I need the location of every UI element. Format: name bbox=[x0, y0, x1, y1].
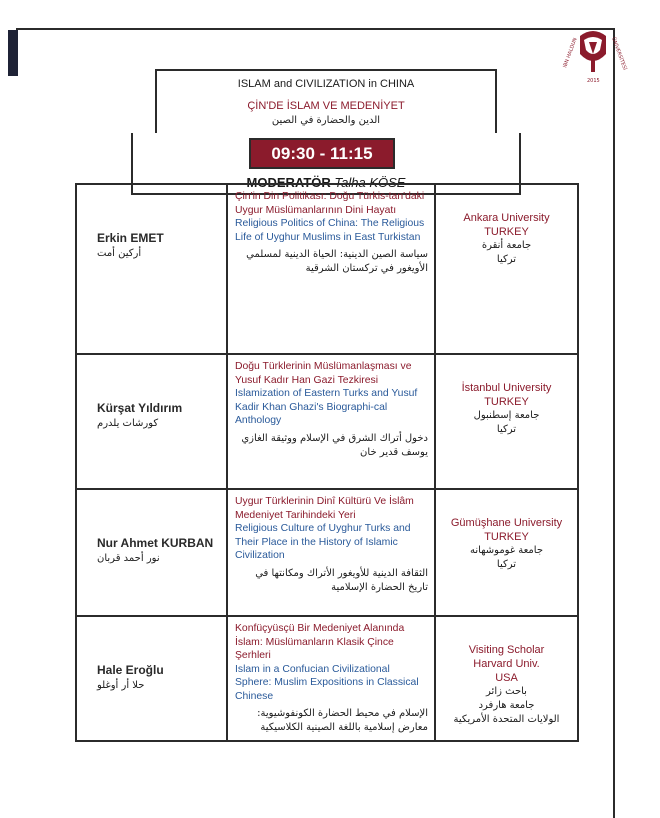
affiliation-line: TURKEY bbox=[484, 531, 529, 543]
affiliation-block bbox=[436, 355, 577, 437]
session-time-badge: 09:30 - 11:15 bbox=[249, 138, 395, 169]
talk-title-english: Islam in a Confucian Civilizational Sphere: Muslim Expositions in Classical Chinese bbox=[235, 663, 419, 702]
talk-title-turkish: Çin'in Din Politikası: Doğu Türkis-tan'daki Uygur Müslümanlarının Dini Hayatı bbox=[235, 191, 425, 216]
left-accent-bar bbox=[8, 30, 18, 76]
talk-title-arabic: الثقافة الدينية للأويغور الأتراك ومكانتها في تاريخ الحضارة الإسلامية bbox=[255, 567, 428, 593]
talk-title-block bbox=[228, 490, 434, 600]
frame-right-line bbox=[613, 28, 615, 818]
affiliation-line-arabic: تركيا bbox=[496, 424, 517, 435]
affiliation-line: TURKEY bbox=[484, 226, 529, 238]
talk-cell bbox=[227, 489, 435, 616]
svg-text:2015: 2015 bbox=[587, 78, 600, 84]
speaker-cell bbox=[76, 184, 227, 354]
affiliation-line-arabic: جامعة أنقرة bbox=[481, 240, 532, 251]
svg-text:IBN HALDUN: IBN HALDUN bbox=[562, 37, 579, 69]
talk-cell bbox=[227, 616, 435, 741]
talk-title-english: Islamization of Eastern Turks and Yusuf Kadir Khan Ghazi's Biographi-cal Anthology bbox=[235, 388, 418, 426]
speaker-cell bbox=[76, 616, 227, 741]
session-title-box bbox=[155, 69, 497, 137]
affiliation-block bbox=[436, 490, 577, 572]
talk-title-arabic: دخول أتراك الشرق في الإسلام ووثيقة الغازي يوسف قدير خان bbox=[241, 432, 428, 458]
talk-title-turkish: Uygur Türklerinin Dinî Kültürü Ve İslâm Medeniyet Tarihindeki Yeri bbox=[235, 496, 414, 521]
talk-cell bbox=[227, 354, 435, 489]
speaker-name-block bbox=[77, 185, 226, 259]
moderator-label: MODERATÖR bbox=[246, 175, 331, 190]
talk-title-block bbox=[228, 185, 434, 281]
affiliation-line-arabic: باحث زائر bbox=[486, 686, 527, 697]
talk-title-arabic: الإسلام في محيط الحضارة الكونفوشيوية: معارض إسلامية باللغة الصينية الكلاسيكية bbox=[257, 708, 428, 733]
affiliation-line-arabic: جامعة هارفرد bbox=[478, 700, 535, 711]
table-row bbox=[76, 616, 578, 741]
table-row bbox=[76, 354, 578, 489]
speaker-name: Hale Eroğlu bbox=[97, 663, 164, 677]
speaker-name: Erkin EMET bbox=[97, 231, 164, 245]
affiliation-line: USA bbox=[495, 672, 518, 684]
affiliation-line-arabic: تركيا bbox=[496, 559, 517, 570]
affiliation-line: Gümüşhane University bbox=[450, 517, 563, 529]
talk-title-turkish: Konfüçyüsçü Bir Medeniyet Alanında İslam: Müslümanların Klasik Çince Şerhleri bbox=[235, 623, 405, 661]
speaker-cell bbox=[76, 489, 227, 616]
talk-title-english: Religious Politics of China: The Religious Life of Uyghur Muslims in East Turkistan bbox=[235, 218, 425, 243]
affiliation-line-arabic: جامعة إسطنبول bbox=[473, 410, 540, 421]
affiliation-line: Visiting Scholar bbox=[468, 644, 545, 656]
svg-text:ÜNİVERSİTESİ: ÜNİVERSİTESİ bbox=[610, 36, 628, 72]
speaker-name-arabic: حلا أر أوغلو bbox=[97, 680, 145, 691]
moderator-name: Talha KÖSE bbox=[334, 175, 406, 190]
session-title-english: ISLAM and CIVILIZATION in CHINA bbox=[237, 78, 415, 90]
affiliation-cell bbox=[435, 354, 578, 489]
talk-cell bbox=[227, 184, 435, 354]
talk-title-arabic: سياسة الصين الدينية: الحياة الدينية لمسلمي الأويغور في تركستان الشرقية bbox=[246, 249, 428, 274]
speaker-name-block bbox=[77, 490, 226, 564]
speaker-name-arabic: أركين أمت bbox=[97, 248, 142, 259]
speaker-schedule-table bbox=[75, 183, 579, 742]
speaker-name-block bbox=[77, 617, 226, 691]
speaker-name-arabic: نور أحمد قربان bbox=[97, 553, 160, 564]
affiliation-line: İstanbul University bbox=[461, 382, 552, 394]
affiliation-line: TURKEY bbox=[484, 396, 529, 408]
affiliation-cell bbox=[435, 184, 578, 354]
speaker-name: Kürşat Yıldırım bbox=[97, 401, 183, 415]
frame-top-line bbox=[16, 28, 613, 30]
talk-title-block bbox=[228, 355, 434, 465]
table-row bbox=[76, 489, 578, 616]
affiliation-line-arabic: الولايات المتحدة الأمريكية bbox=[453, 714, 560, 725]
talk-title-english: Religious Culture of Uyghur Turks and Their Place in the History of Islamic Civilization bbox=[235, 523, 411, 561]
affiliation-line-arabic: تركيا bbox=[496, 254, 517, 265]
table-row bbox=[76, 184, 578, 354]
affiliation-cell bbox=[435, 616, 578, 741]
affiliation-block bbox=[436, 185, 577, 267]
session-title-turkish: ÇİN'DE İSLAM VE MEDENİYET bbox=[247, 100, 405, 112]
affiliation-line: Ankara University bbox=[463, 212, 550, 224]
speaker-name-block bbox=[77, 355, 226, 429]
talk-title-block bbox=[228, 617, 434, 740]
session-title-arabic: الدين والحضارة في الصين bbox=[271, 115, 381, 126]
speaker-name: Nur Ahmet KURBAN bbox=[97, 536, 214, 550]
affiliation-cell bbox=[435, 489, 578, 616]
affiliation-line-arabic: جامعة غوموشهانه bbox=[469, 545, 544, 556]
ibn-haldun-logo-icon bbox=[556, 24, 630, 90]
speaker-name-arabic: كورشات يلدرم bbox=[97, 418, 159, 429]
affiliation-line: Harvard Univ. bbox=[473, 658, 540, 670]
affiliation-block bbox=[436, 617, 577, 727]
speaker-cell bbox=[76, 354, 227, 489]
talk-title-turkish: Doğu Türklerinin Müslümanlaşması ve Yusuf Kadır Han Gazi Tezkiresi bbox=[235, 361, 412, 386]
